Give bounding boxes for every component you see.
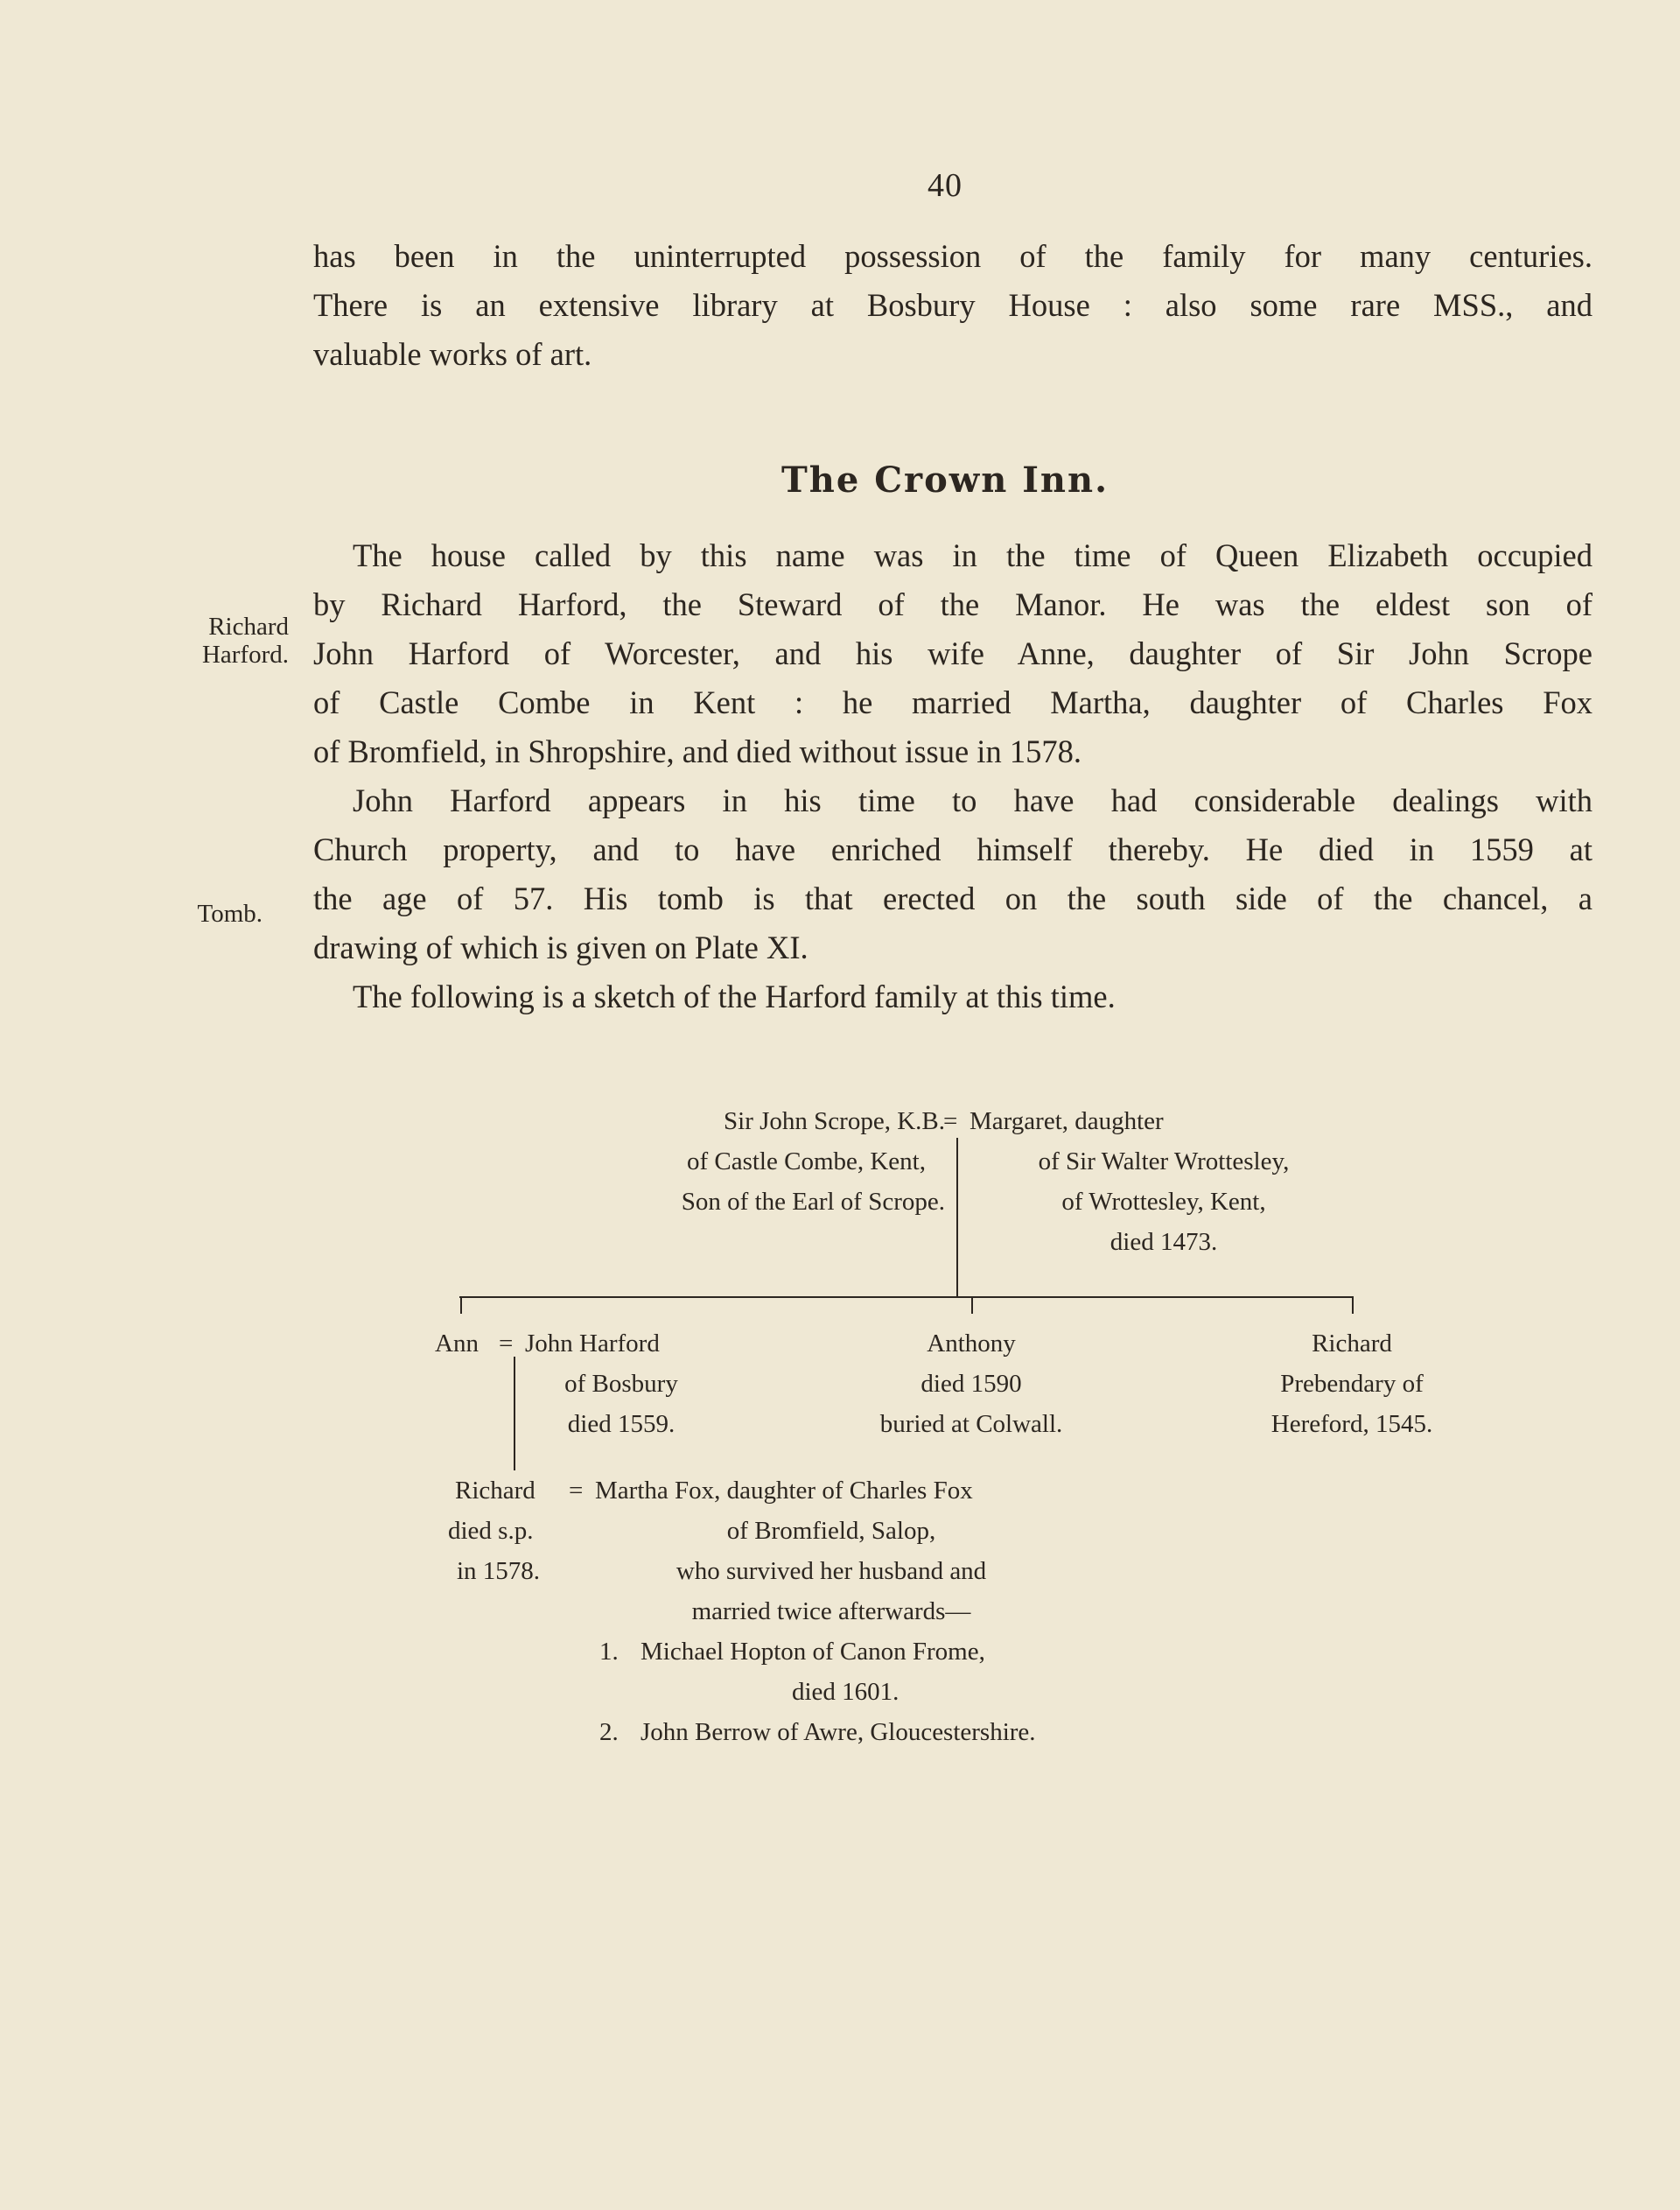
richard-son-line: in 1578. (457, 1557, 541, 1585)
anthony-entry (814, 1323, 1129, 1444)
drop-line (460, 1296, 462, 1314)
page-number: 40 (928, 167, 962, 204)
martha-name: Martha Fox, daughter of Charles Fox (595, 1477, 973, 1505)
text-line: has been in the uninterrupted possession of the family for many centuries. (313, 238, 1592, 274)
margin-note-tomb: Tomb. (197, 900, 262, 928)
margin-note-richard-harford (131, 613, 289, 669)
margin-note-line: Richard (208, 613, 289, 641)
scrope-line: Son of the Earl of Scrope. (681, 1188, 945, 1216)
text-line: drawing of which is given on Plate XI. (313, 930, 808, 965)
descent-line (956, 1138, 958, 1297)
john-harford-entry (516, 1364, 726, 1444)
margaret-line: died 1473. (1110, 1228, 1218, 1256)
text-line: of Bromfield, in Shropshire, and died without issue in 1578. (313, 733, 1082, 769)
scrope-line: Sir John Scrope, K.B. (724, 1107, 945, 1135)
margaret-line: of Sir Walter Wrottesley, (1038, 1147, 1290, 1175)
margaret-entry (962, 1141, 1365, 1262)
descent-line (514, 1357, 515, 1470)
martha-entry (604, 1511, 1059, 1631)
intro-paragraph (313, 232, 1592, 379)
text-line: The house called by this name was in the time of Queen Elizabeth occupied (353, 537, 1592, 573)
later-marriage-text: died 1601. (792, 1678, 900, 1706)
anthony-line: died 1590 (920, 1370, 1022, 1398)
later-marriage-text: Michael Hopton of Canon Frome, (640, 1638, 985, 1666)
later-marriage-number: 2. (599, 1718, 619, 1746)
drop-line (1352, 1296, 1354, 1314)
ann-entry: Ann (435, 1330, 479, 1358)
martha-line: of Bromfield, Salop, (726, 1517, 936, 1545)
section-heading: The Crown Inn. (780, 460, 1110, 501)
richard-prebendary-line: Hereford, 1545. (1270, 1410, 1433, 1438)
margaret-line: of Wrottesley, Kent, (1061, 1188, 1266, 1216)
scrope-line: of Castle Combe, Kent, (686, 1147, 926, 1175)
paragraph-sketch-intro (313, 972, 1592, 1021)
text-line: Church property, and to have enriched himself thereby. He died in 1559 at (313, 831, 1592, 867)
text-line: by Richard Harford, the Steward of the Manor. He was the eldest son of (313, 586, 1592, 622)
later-marriage-number: 1. (599, 1638, 619, 1666)
text-line: There is an extensive library at Bosbury House : also some rare MSS., and (313, 287, 1592, 323)
john-harford-line: of Bosbury (564, 1370, 678, 1398)
john-harford-name: John Harford (525, 1330, 660, 1358)
text-line: of Castle Combe in Kent : he married Martha, daughter of Charles Fox (313, 684, 1592, 720)
anthony-line: Anthony (927, 1330, 1016, 1358)
margaret-line: Margaret, daughter (970, 1107, 1164, 1135)
martha-line: married twice afterwards— (691, 1597, 971, 1625)
sibling-line (459, 1296, 1354, 1298)
anthony-line: buried at Colwall. (879, 1410, 1063, 1438)
marriage-sign: = (569, 1477, 584, 1505)
text-line: John Harford appears in his time to have had considerable dealings with (353, 782, 1592, 818)
margin-note-line: Harford. (201, 641, 289, 669)
richard-prebendary-line: Richard (1312, 1330, 1392, 1358)
text-line: John Harford of Worcester, and his wife Anne, daughter of Sir John Scrope (313, 635, 1592, 671)
richard-son-line: died s.p. (448, 1517, 534, 1545)
later-marriage-text: John Berrow of Awre, Gloucestershire. (640, 1718, 1036, 1746)
john-harford-line: died 1559. (567, 1410, 676, 1438)
paragraph-john-harford (313, 776, 1592, 972)
martha-line: who survived her husband and (676, 1557, 987, 1585)
drop-line (971, 1296, 973, 1314)
text-line: valuable works of art. (313, 336, 592, 372)
paragraph-crown-inn (313, 531, 1592, 776)
richard-prebendary-entry (1225, 1323, 1479, 1444)
marriage-sign: = (499, 1330, 514, 1358)
text-line: the age of 57. His tomb is that erected on the south side of the chancel, a (313, 880, 1592, 916)
marriage-sign: = (943, 1107, 958, 1135)
richard-prebendary-line: Prebendary of (1280, 1370, 1424, 1398)
scrope-entry (542, 1101, 945, 1222)
text-line: The following is a sketch of the Harford family at this time. (353, 979, 1116, 1014)
richard-son-name: Richard (455, 1477, 536, 1505)
